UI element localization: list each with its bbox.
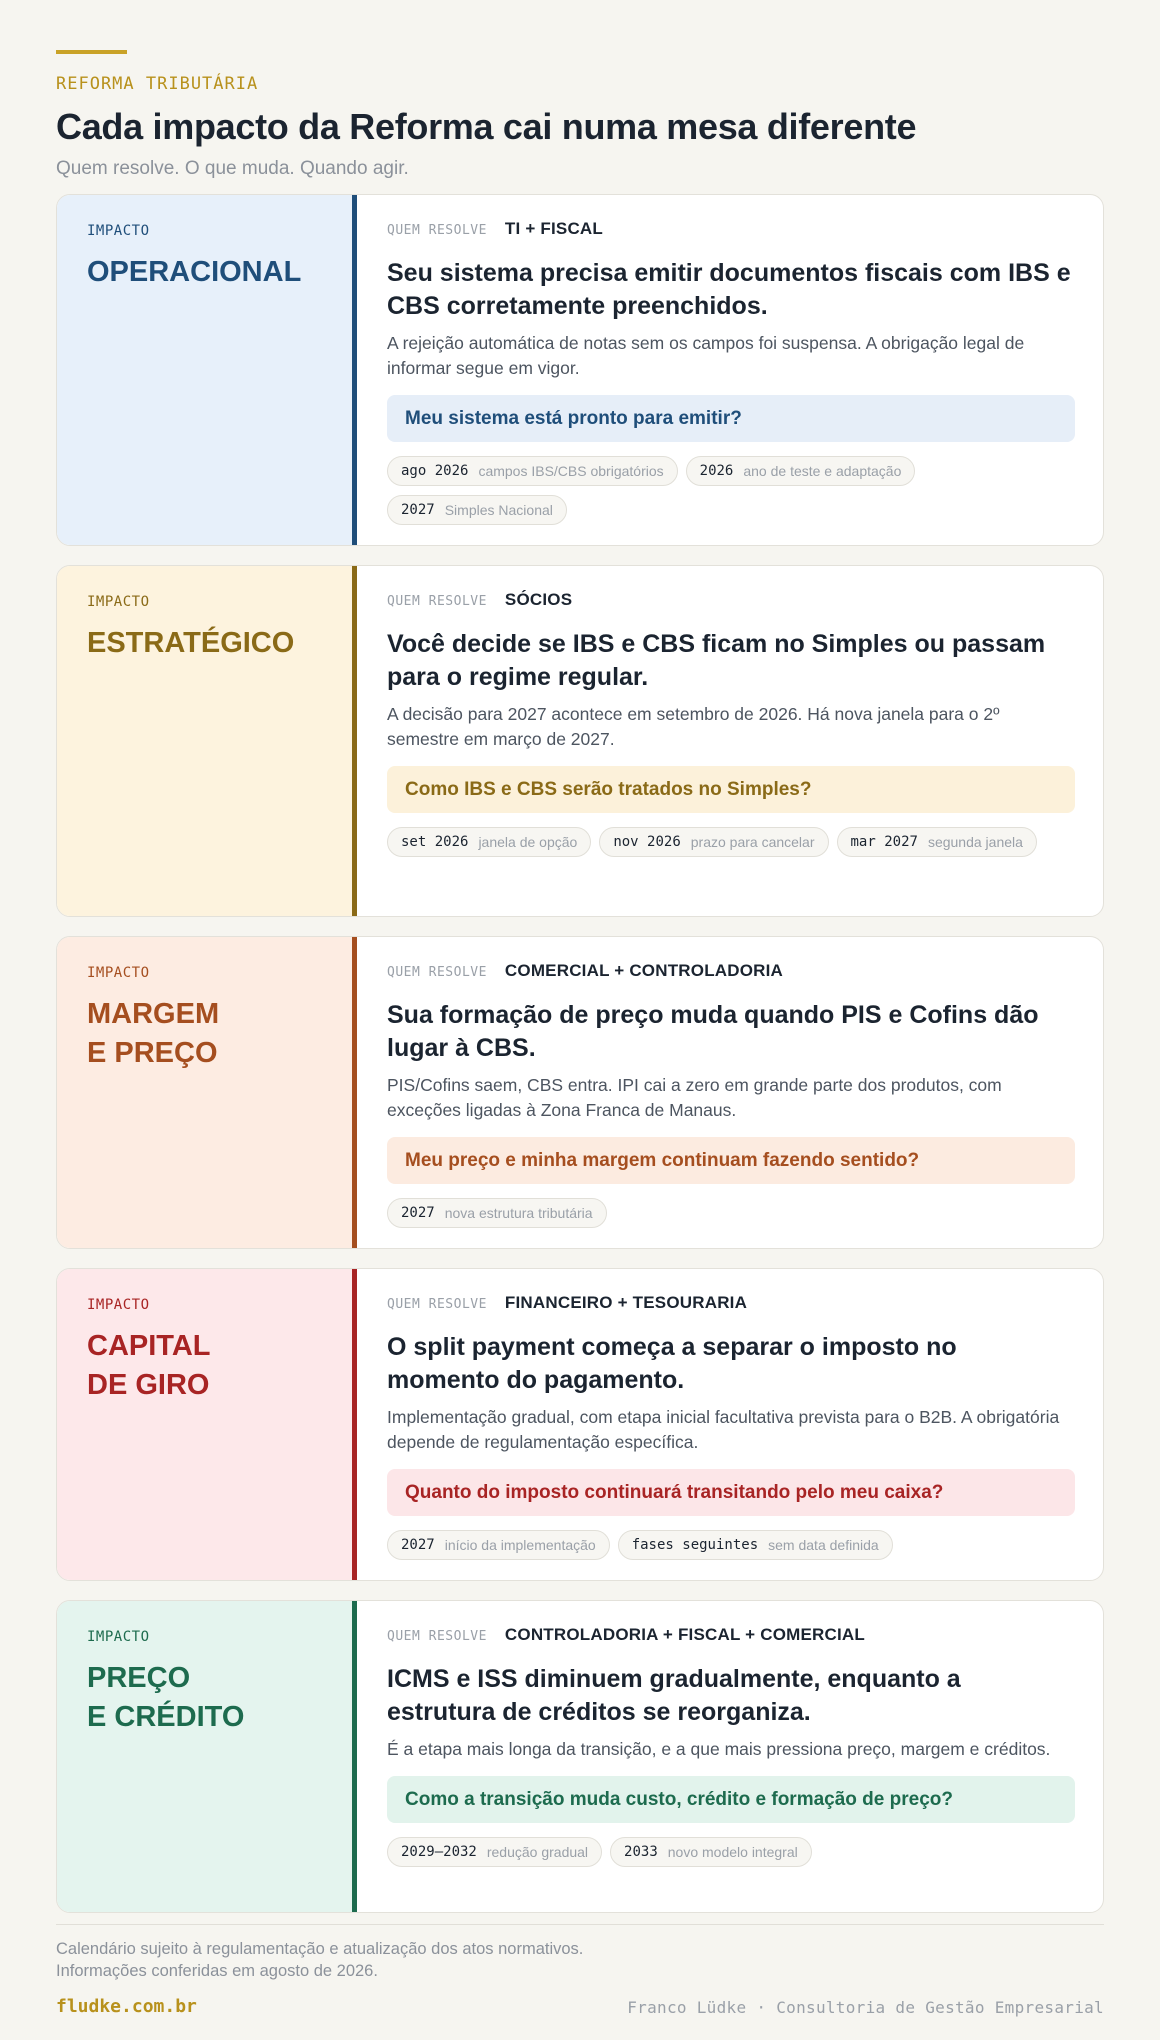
impact-tag: IMPACTO (87, 1629, 150, 1645)
chip-note: início da implementação (444, 1537, 596, 1553)
timeline-chips (387, 456, 1075, 525)
owner-label: QUEM RESOLVE (387, 965, 487, 980)
impact-headline: O split payment começa a separar o imposto no momento do pagamento. (387, 1333, 957, 1394)
impact-description: Implementação gradual, com etapa inicial facultativa prevista para o B2B. A obrigatória depende de regulamentação específica. (387, 1407, 1060, 1452)
timeline-chip (599, 827, 828, 857)
impact-side-panel (57, 937, 357, 1248)
kicker: REFORMA TRIBUTÁRIA (56, 74, 259, 94)
timeline-chips (387, 1530, 1075, 1560)
impact-tag: IMPACTO (87, 223, 150, 239)
timeline-chip (837, 827, 1037, 857)
owner-row (387, 1625, 1075, 1645)
key-question: Meu preço e minha margem continuam fazendo sentido? (387, 1137, 1075, 1184)
impact-accent-bar (352, 1601, 357, 1912)
timeline-chip (610, 1837, 812, 1867)
impact-side-panel (57, 195, 357, 545)
chip-date: 2027 (401, 1205, 435, 1221)
owner-label: QUEM RESOLVE (387, 1629, 487, 1644)
impact-content (387, 1293, 1075, 1560)
page-title: Cada impacto da Reforma cai numa mesa diferente (56, 106, 917, 147)
owner-label: QUEM RESOLVE (387, 1297, 487, 1312)
page-subtitle: Quem resolve. O que muda. Quando agir. (56, 158, 409, 179)
timeline-chips (387, 827, 1075, 857)
chip-date: set 2026 (401, 834, 469, 850)
chip-date: 2029–2032 (401, 1844, 477, 1860)
impact-description: PIS/Cofins saem, CBS entra. IPI cai a zero em grande parte dos produtos, com exceções ligadas à Zona Franca de Manaus. (387, 1075, 1002, 1120)
impact-side-panel (57, 1269, 357, 1580)
chip-note: ano de teste e adaptação (743, 463, 902, 479)
owner-label: QUEM RESOLVE (387, 594, 487, 609)
chip-date: 2027 (401, 502, 435, 518)
chip-date: nov 2026 (613, 834, 681, 850)
owner-row (387, 590, 1075, 610)
key-question: Quanto do imposto continuará transitando pelo meu caixa? (387, 1469, 1075, 1516)
chip-date: fases seguintes (631, 1537, 759, 1553)
owner-value: SÓCIOS (504, 590, 573, 609)
timeline-chips (387, 1837, 1075, 1867)
impact-label: ESTRATÉGICO (87, 627, 295, 659)
timeline-chip (387, 1530, 610, 1560)
impact-card (56, 194, 1104, 546)
key-question: Como a transição muda custo, crédito e formação de preço? (387, 1776, 1075, 1823)
impact-label: OPERACIONAL (87, 256, 302, 288)
impact-accent-bar (352, 1269, 357, 1580)
impact-headline: Sua formação de preço muda quando PIS e Cofins dão lugar à CBS. (387, 1001, 1039, 1062)
timeline-chip (387, 1837, 602, 1867)
impact-card (56, 1268, 1104, 1581)
impact-tag: IMPACTO (87, 594, 150, 610)
impact-card (56, 1600, 1104, 1913)
accent-rule (56, 50, 127, 54)
impact-label: MARGEM E PREÇO (87, 998, 220, 1069)
chip-note: nova estrutura tributária (444, 1205, 593, 1221)
owner-row (387, 1293, 1075, 1313)
impact-headline: Seu sistema precisa emitir documentos fiscais com IBS e CBS corretamente preenchidos. (387, 259, 1071, 320)
chip-date: 2026 (699, 463, 734, 479)
impact-content (387, 961, 1075, 1228)
timeline-chip (387, 456, 678, 486)
impact-label: PREÇO E CRÉDITO (87, 1662, 245, 1733)
impact-headline: Você decide se IBS e CBS ficam no Simples ou passam para o regime regular. (387, 630, 1046, 691)
timeline-chip (387, 1198, 607, 1228)
footer-author: Franco Lüdke · Consultoria de Gestão Empresarial (627, 1998, 1104, 2017)
owner-label: QUEM RESOLVE (387, 223, 487, 238)
timeline-chip (387, 495, 567, 525)
impact-description: A decisão para 2027 acontece em setembro de 2026. Há nova janela para o 2º semestre em março de 2027. (387, 704, 1000, 749)
chip-note: janela de opção (478, 834, 578, 850)
key-question: Meu sistema está pronto para emitir? (387, 395, 1075, 442)
owner-row (387, 219, 1075, 239)
impact-side-panel (57, 1601, 357, 1912)
chip-note: campos IBS/CBS obrigatórios (478, 463, 664, 479)
chip-note: segunda janela (927, 834, 1023, 850)
impact-headline: ICMS e ISS diminuem gradualmente, enquanto a estrutura de créditos se reorganiza. (387, 1665, 961, 1726)
impact-content (387, 1625, 1075, 1867)
impact-tag: IMPACTO (87, 965, 150, 981)
timeline-chips (387, 1198, 1075, 1228)
footer-note-line: Informações conferidas em agosto de 2026. (56, 1962, 378, 1980)
chip-note: novo modelo integral (667, 1844, 798, 1860)
chip-date: 2033 (624, 1844, 658, 1860)
impact-card (56, 565, 1104, 917)
timeline-chip (686, 456, 916, 486)
chip-date: 2027 (401, 1537, 435, 1553)
owner-row (387, 961, 1075, 981)
footer-note (56, 1938, 583, 1982)
chip-date: mar 2027 (850, 834, 918, 850)
impact-label: CAPITAL DE GIRO (87, 1330, 211, 1401)
footer-site-link[interactable]: fludke.com.br (56, 1996, 197, 2017)
owner-value: TI + FISCAL (504, 219, 603, 238)
impact-accent-bar (352, 195, 357, 545)
chip-note: sem data definida (768, 1537, 879, 1553)
chip-note: prazo para cancelar (690, 834, 815, 850)
timeline-chip (618, 1530, 893, 1560)
impact-accent-bar (352, 566, 357, 916)
impact-content (387, 219, 1075, 525)
impact-card (56, 936, 1104, 1249)
impact-accent-bar (352, 937, 357, 1248)
chip-note: redução gradual (486, 1844, 589, 1860)
impact-content (387, 590, 1075, 857)
impact-side-panel (57, 566, 357, 916)
owner-value: CONTROLADORIA + FISCAL + COMERCIAL (504, 1625, 865, 1644)
owner-value: FINANCEIRO + TESOURARIA (504, 1293, 748, 1312)
footer-note-line: Calendário sujeito à regulamentação e atualização dos atos normativos. (56, 1940, 584, 1958)
impact-description: É a etapa mais longa da transição, e a que mais pressiona preço, margem e créditos. (387, 1739, 1051, 1759)
footer-divider (56, 1924, 1104, 1925)
impact-description: A rejeição automática de notas sem os campos foi suspensa. A obrigação legal de informar segue em vigor. (387, 333, 1025, 378)
owner-value: COMERCIAL + CONTROLADORIA (504, 961, 784, 980)
impact-tag: IMPACTO (87, 1297, 150, 1313)
key-question: Como IBS e CBS serão tratados no Simples? (387, 766, 1075, 813)
chip-date: ago 2026 (401, 463, 469, 479)
chip-note: Simples Nacional (444, 502, 553, 518)
timeline-chip (387, 827, 591, 857)
